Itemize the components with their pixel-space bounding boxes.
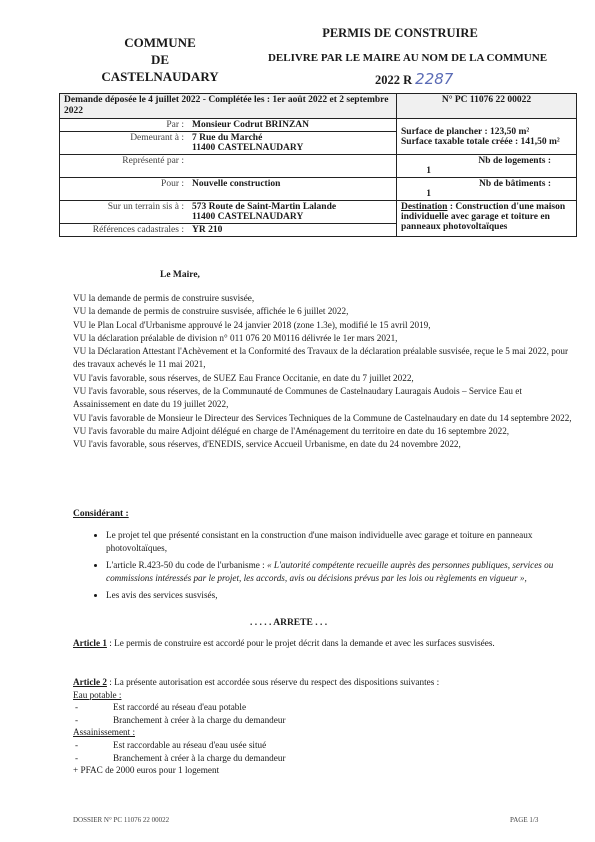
handwritten-number: 2287 (415, 70, 454, 88)
considerant-item: • Les avis des services susvisés, (106, 589, 586, 602)
permit-info-table (59, 93, 577, 237)
considerant-list (90, 529, 586, 606)
vu-item: VU l'avis favorable, sous réserves, d'ENEDIS, service Accueil Urbanisme, en date du 24 novembre 2022, (73, 439, 461, 450)
article-2 (73, 676, 578, 777)
commune-line: DE (150, 52, 170, 67)
assainissement-label: Assainissement : (73, 727, 136, 738)
pour-value: Nouvelle construction (188, 178, 397, 201)
par-value: Monsieur Codrut BRINZAN (188, 119, 397, 132)
document-subtitle: DELIVRE PAR LE MAIRE AU NOM DE LA COMMUNE (267, 52, 548, 64)
eau-potable-item: - Est raccordé au réseau d'eau potable (73, 701, 578, 714)
vu-item: VU la demande de permis de construire susvisée, affichée le 6 juillet 2022, (73, 306, 349, 317)
article-1 (73, 637, 578, 650)
vu-item: VU la déclaration préalable de division n° 011 076 20 M0116 délivrée le 1er mars 2021, (73, 332, 398, 343)
assainissement-item: - Est raccordable au réseau d'eau usée situé (73, 739, 578, 752)
article-2-text: : La présente autorisation est accordée sous réserve du respect des dispositions suivantes : (106, 677, 440, 687)
represente-value (188, 155, 397, 178)
nb-logements-value: 1 (426, 166, 431, 176)
demeurant-label: Demeurant à : (60, 132, 189, 155)
surface-plancher: Surface de plancher : 123,50 m² (401, 126, 530, 137)
article-2-label: Article 2 (73, 677, 107, 687)
references-value: YR 210 (188, 224, 397, 237)
destination-cell (397, 201, 577, 237)
eau-potable-item: - Branchement à créer à la charge du demandeur (73, 714, 578, 727)
vu-item: VU l'avis favorable, sous réserves, de SUEZ Eau France Occitanie, en date du 7 juillet 2022, (73, 372, 414, 383)
considerant-heading: Considérant : (73, 509, 129, 519)
commune-line: CASTELNAUDARY (101, 69, 219, 84)
pour-label: Pour : (60, 178, 189, 201)
vu-item: VU l'avis favorable du maire Adjoint délégué en charge de l'Aménagement du territoire en date du 16 septembre 2022, (73, 425, 510, 436)
year-reference (375, 70, 453, 88)
terrain-value (188, 201, 397, 224)
nb-batiments-cell (397, 178, 577, 201)
assainissement-item: - Branchement à créer à la charge du demandeur (73, 752, 578, 765)
terrain-line: 11400 CASTELNAUDARY (192, 212, 304, 222)
surface-taxable: Surface taxable totale créée : 141,50 m² (401, 136, 560, 147)
surfaces-cell (397, 119, 577, 155)
demeurant-value (188, 132, 397, 155)
footer-dossier: DOSSIER N° PC 11076 22 00022 (73, 816, 170, 824)
represente-label: Représenté par : (60, 155, 189, 178)
commune-header (100, 34, 220, 85)
demeurant-line: 11400 CASTELNAUDARY (192, 143, 304, 153)
considerant-item (106, 559, 586, 585)
par-label: Par : (60, 119, 189, 132)
pfac-line: + PFAC de 2000 euros pour 1 logement (73, 765, 220, 776)
footer-page: PAGE 1/3 (510, 816, 539, 824)
arrete-heading: . . . . . ARRETE . . . (250, 618, 328, 628)
nb-logements-label: Nb de logements : (478, 156, 551, 166)
vu-item: VU la demande de permis de construire susvisée, (73, 293, 255, 303)
nb-batiments-label: Nb de bâtiments : (478, 179, 551, 189)
le-maire-heading: Le Maire, (160, 270, 200, 280)
terrain-label: Sur un terrain sis à : (60, 201, 189, 224)
eau-potable-label: Eau potable : (73, 689, 122, 700)
destination-text: : Construction d'une maison individuelle avec garage et toiture en panneaux photovoltaïques (401, 202, 566, 232)
article-1-text: : Le permis de construire est accordé pour le projet décrit dans la demande et avec les surfaces susvisées. (106, 638, 495, 648)
vu-item: VU l'avis favorable, sous réserves, de la Communauté de Communes de Castelnaudary Lauragais Audois – Service Eau et Assainissement en date du 19 juillet 2022, (73, 386, 522, 410)
demeurant-line: 7 Rue du Marché (192, 133, 263, 143)
commune-line: COMMUNE (124, 35, 196, 50)
document-title: PERMIS DE CONSTRUIRE (322, 26, 478, 40)
article-1-label: Article 1 (73, 638, 107, 648)
terrain-line: 573 Route de Saint-Martin Lalande (192, 202, 337, 212)
vu-list (73, 292, 578, 452)
references-label: Références cadastrales : (60, 224, 189, 237)
vu-item: VU la Déclaration Attestant l'Achèvement et la Conformité des Travaux de la déclaration préalable susvisée, reçue le 5 mai 2022, pour des travaux achevés le 11 mai 2021, (73, 346, 569, 370)
vu-item: VU l'avis favorable de Monsieur le Directeur des Services Techniques de la Commune de Castelnaudary en date du 14 septembre 2022, (73, 412, 572, 423)
permit-number-cell: N° PC 11076 22 00022 (397, 94, 577, 119)
destination-label: Destination (401, 202, 448, 212)
considerant-item: • Le projet tel que présenté consistant en la construction d'une maison individuelle avec garage et toiture en panneaux photovoltaïques, (106, 529, 586, 555)
considerant-quote: « L'autorité compétente recueille auprès des personnes publiques, services ou commissions intéressés par le projet, les accords, avis ou décisions prévus par les lois ou règlements en vigueur », (106, 560, 554, 583)
vu-item: VU le Plan Local d'Urbanisme approuvé le 24 janvier 2018 (zone 1.3e), modifié le 15 avril 2019, (73, 319, 431, 330)
nb-logements-cell (397, 155, 577, 178)
year-ref-text: 2022 R (375, 73, 413, 87)
considerant-article-ref: L'article R.423-50 du code de l'urbanisme : (106, 560, 267, 570)
article-2-intro (73, 676, 578, 689)
nb-batiments-value: 1 (426, 189, 431, 199)
demande-date-cell: Demande déposée le 4 juillet 2022 - Complétée les : 1er août 2022 et 2 septembre 2022 (60, 94, 397, 119)
